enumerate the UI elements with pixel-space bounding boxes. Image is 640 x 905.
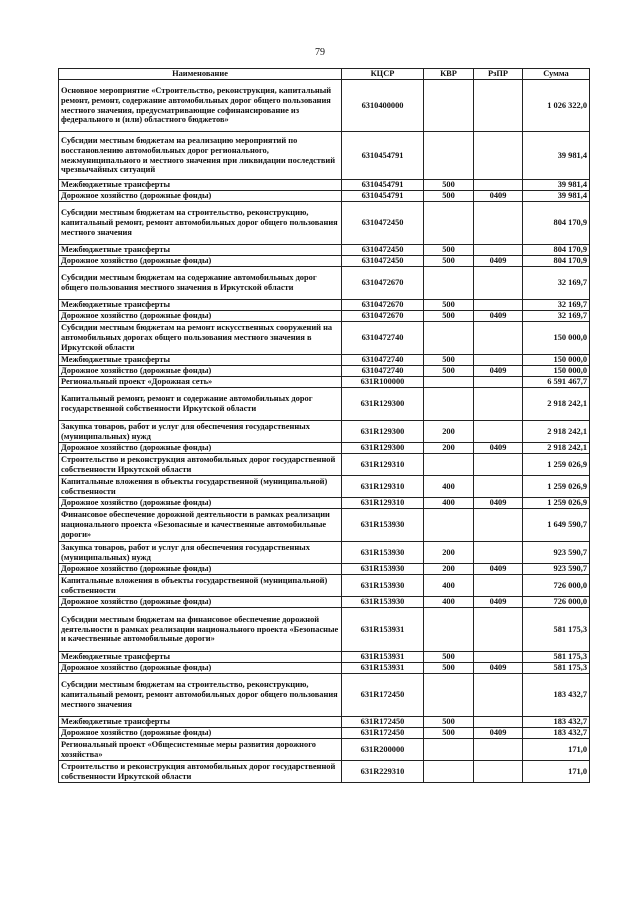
cell-rzpr: [474, 542, 523, 564]
cell-name: Межбюджетные трансферты: [59, 245, 342, 256]
cell-sum: 804 170,9: [523, 256, 590, 267]
cell-rzpr: 0409: [474, 311, 523, 322]
cell-sum: 171,0: [523, 739, 590, 761]
cell-sum: 923 590,7: [523, 542, 590, 564]
cell-sum: 39 981,4: [523, 180, 590, 191]
cell-rzpr: [474, 575, 523, 597]
cell-rzpr: [474, 739, 523, 761]
cell-kvr: 200: [424, 564, 474, 575]
cell-kcsr: 6310472670: [342, 267, 424, 300]
cell-kvr: 500: [424, 300, 474, 311]
cell-name: Дорожное хозяйство (дорожные фонды): [59, 256, 342, 267]
cell-name: Основное мероприятие «Строительство, реконструкция, капитальный ремонт, ремонт, содержание автомобильных дорог общего пользования местного значения, предусматривающие софинансирование из федерального и (или) областного бюджетов»: [59, 80, 342, 132]
table-row: [59, 245, 590, 256]
cell-rzpr: 0409: [474, 256, 523, 267]
cell-name: Региональный проект «Общесистемные меры развития дорожного хозяйства»: [59, 739, 342, 761]
cell-rzpr: [474, 180, 523, 191]
table-row: [59, 80, 590, 132]
cell-sum: 32 169,7: [523, 311, 590, 322]
cell-kcsr: 6310472450: [342, 202, 424, 245]
cell-name: Капитальный ремонт, ремонт и содержание автомобильных дорог государственной собственности Иркутской области: [59, 388, 342, 421]
cell-name: Строительство и реконструкция автомобильных дорог государственной собственности Иркутской области: [59, 454, 342, 476]
table-row: [59, 739, 590, 761]
cell-name: Межбюджетные трансферты: [59, 717, 342, 728]
cell-kcsr: 631R129310: [342, 498, 424, 509]
cell-rzpr: 0409: [474, 366, 523, 377]
table-row: [59, 311, 590, 322]
cell-name: Субсидии местным бюджетам на финансовое обеспечение дорожной деятельности в рамках реализации национального проекта «Безопасные и качественные автомобильные дороги»: [59, 608, 342, 652]
cell-rzpr: [474, 761, 523, 783]
table-row: [59, 663, 590, 674]
cell-kvr: 200: [424, 421, 474, 443]
cell-name: Субсидии местным бюджетам на строительство, реконструкцию, капитальный ремонт, ремонт автомобильных дорог общего пользования местного значения: [59, 202, 342, 245]
cell-rzpr: 0409: [474, 564, 523, 575]
cell-kcsr: 6310400000: [342, 80, 424, 132]
table-row: [59, 267, 590, 300]
table-row: [59, 355, 590, 366]
cell-sum: 804 170,9: [523, 202, 590, 245]
cell-name: Дорожное хозяйство (дорожные фонды): [59, 728, 342, 739]
cell-rzpr: [474, 267, 523, 300]
cell-kvr: 500: [424, 717, 474, 728]
cell-kvr: [424, 377, 474, 388]
cell-name: Межбюджетные трансферты: [59, 355, 342, 366]
cell-kcsr: 631R153931: [342, 663, 424, 674]
cell-kvr: 400: [424, 498, 474, 509]
table-row: [59, 597, 590, 608]
cell-name: Дорожное хозяйство (дорожные фонды): [59, 443, 342, 454]
cell-rzpr: [474, 476, 523, 498]
cell-sum: 726 000,0: [523, 597, 590, 608]
cell-kvr: 500: [424, 728, 474, 739]
cell-name: Межбюджетные трансферты: [59, 652, 342, 663]
table-row: [59, 509, 590, 542]
cell-kvr: 500: [424, 663, 474, 674]
cell-name: Финансовое обеспечение дорожной деятельности в рамках реализации национального проекта «Безопасные и качественные автомобильные дороги»: [59, 509, 342, 542]
cell-kvr: [424, 674, 474, 717]
cell-sum: 581 175,3: [523, 608, 590, 652]
cell-sum: 1 259 026,9: [523, 498, 590, 509]
cell-sum: 1 649 590,7: [523, 509, 590, 542]
cell-kcsr: 631R153930: [342, 597, 424, 608]
cell-sum: 183 432,7: [523, 717, 590, 728]
cell-rzpr: [474, 674, 523, 717]
cell-kcsr: 6310472740: [342, 366, 424, 377]
cell-kvr: [424, 608, 474, 652]
cell-kvr: 400: [424, 575, 474, 597]
cell-name: Дорожное хозяйство (дорожные фонды): [59, 564, 342, 575]
cell-sum: 32 169,7: [523, 267, 590, 300]
cell-rzpr: 0409: [474, 663, 523, 674]
cell-kcsr: 631R229310: [342, 761, 424, 783]
cell-kcsr: 6310472450: [342, 245, 424, 256]
cell-kvr: [424, 267, 474, 300]
cell-name: Субсидии местным бюджетам на содержание автомобильных дорог общего пользования местного значения в Иркутской области: [59, 267, 342, 300]
cell-kcsr: 631R129310: [342, 476, 424, 498]
cell-rzpr: [474, 717, 523, 728]
table-row: [59, 300, 590, 311]
cell-kcsr: 631R153930: [342, 564, 424, 575]
table-row: [59, 608, 590, 652]
cell-kvr: 500: [424, 311, 474, 322]
cell-name: Дорожное хозяйство (дорожные фонды): [59, 366, 342, 377]
cell-rzpr: [474, 652, 523, 663]
cell-kcsr: 6310454791: [342, 132, 424, 180]
cell-name: Субсидии местным бюджетам на строительство, реконструкцию, капитальный ремонт, ремонт автомобильных дорог общего пользования местного значения: [59, 674, 342, 717]
table-row: [59, 132, 590, 180]
cell-kcsr: 631R153930: [342, 542, 424, 564]
cell-sum: 923 590,7: [523, 564, 590, 575]
cell-rzpr: [474, 202, 523, 245]
cell-kcsr: 6310472740: [342, 355, 424, 366]
cell-kcsr: 6310472670: [342, 300, 424, 311]
cell-name: Субсидии местным бюджетам на ремонт искусственных сооружений на автомобильных дорогах общего пользования местного значения в Иркутской области: [59, 322, 342, 355]
cell-kcsr: 631R200000: [342, 739, 424, 761]
cell-name: Дорожное хозяйство (дорожные фонды): [59, 311, 342, 322]
cell-sum: 581 175,3: [523, 652, 590, 663]
cell-kvr: 500: [424, 245, 474, 256]
table-row: [59, 717, 590, 728]
cell-kcsr: 6310472450: [342, 256, 424, 267]
cell-name: Дорожное хозяйство (дорожные фонды): [59, 663, 342, 674]
cell-sum: 32 169,7: [523, 300, 590, 311]
table-row: [59, 322, 590, 355]
cell-kcsr: 6310472740: [342, 322, 424, 355]
cell-name: Закупка товаров, работ и услуг для обеспечения государственных (муниципальных) нужд: [59, 421, 342, 443]
cell-kcsr: 631R172450: [342, 717, 424, 728]
cell-kvr: 500: [424, 355, 474, 366]
table-row: [59, 564, 590, 575]
page-number: 79: [315, 47, 325, 58]
cell-kcsr: 631R100000: [342, 377, 424, 388]
cell-kcsr: 631R129300: [342, 421, 424, 443]
cell-sum: 150 000,0: [523, 366, 590, 377]
table-body: [59, 80, 590, 783]
cell-kcsr: 6310454791: [342, 191, 424, 202]
cell-kvr: 500: [424, 652, 474, 663]
cell-rzpr: 0409: [474, 443, 523, 454]
cell-sum: 804 170,9: [523, 245, 590, 256]
cell-name: Капитальные вложения в объекты государственной (муниципальной) собственности: [59, 575, 342, 597]
cell-name: Межбюджетные трансферты: [59, 180, 342, 191]
cell-kcsr: 631R153930: [342, 575, 424, 597]
cell-kcsr: 631R153931: [342, 608, 424, 652]
cell-sum: 726 000,0: [523, 575, 590, 597]
cell-kvr: [424, 739, 474, 761]
cell-rzpr: 0409: [474, 728, 523, 739]
table-row: [59, 454, 590, 476]
table-row: [59, 575, 590, 597]
cell-kcsr: 631R153930: [342, 509, 424, 542]
table-row: [59, 377, 590, 388]
table-row: [59, 180, 590, 191]
table-row: [59, 388, 590, 421]
cell-kcsr: 631R129300: [342, 388, 424, 421]
cell-rzpr: 0409: [474, 498, 523, 509]
cell-kvr: [424, 322, 474, 355]
cell-sum: 2 918 242,1: [523, 421, 590, 443]
header-kcsr: КЦСР: [342, 69, 424, 80]
cell-kvr: [424, 761, 474, 783]
cell-kvr: 200: [424, 542, 474, 564]
cell-kvr: [424, 509, 474, 542]
cell-name: Межбюджетные трансферты: [59, 300, 342, 311]
table-row: [59, 256, 590, 267]
cell-name: Строительство и реконструкция автомобильных дорог государственной собственности Иркутской области: [59, 761, 342, 783]
cell-sum: 1 259 026,9: [523, 454, 590, 476]
cell-rzpr: [474, 300, 523, 311]
cell-kvr: 500: [424, 366, 474, 377]
cell-sum: 183 432,7: [523, 728, 590, 739]
cell-name: Дорожное хозяйство (дорожные фонды): [59, 498, 342, 509]
cell-kcsr: 631R129310: [342, 454, 424, 476]
table-row: [59, 652, 590, 663]
cell-kvr: 500: [424, 180, 474, 191]
cell-name: Субсидии местным бюджетам на реализацию мероприятий по восстановлению автомобильных дорог регионального, межмуниципального и местного значения при ликвидации последствий чрезвычайных ситуаций: [59, 132, 342, 180]
cell-rzpr: [474, 80, 523, 132]
cell-sum: 6 591 467,7: [523, 377, 590, 388]
cell-sum: 581 175,3: [523, 663, 590, 674]
cell-kvr: [424, 202, 474, 245]
cell-kvr: 500: [424, 256, 474, 267]
cell-name: Дорожное хозяйство (дорожные фонды): [59, 597, 342, 608]
cell-sum: 183 432,7: [523, 674, 590, 717]
cell-rzpr: 0409: [474, 191, 523, 202]
cell-kcsr: 631R153931: [342, 652, 424, 663]
cell-sum: 2 918 242,1: [523, 388, 590, 421]
cell-kvr: [424, 132, 474, 180]
header-rzpr: РзПР: [474, 69, 523, 80]
cell-kcsr: 631R172450: [342, 674, 424, 717]
header-kvr: КВР: [424, 69, 474, 80]
cell-name: Дорожное хозяйство (дорожные фонды): [59, 191, 342, 202]
budget-table: [58, 68, 590, 783]
cell-sum: 171,0: [523, 761, 590, 783]
cell-kvr: [424, 454, 474, 476]
table-row: [59, 761, 590, 783]
header-sum: Сумма: [523, 69, 590, 80]
cell-rzpr: 0409: [474, 597, 523, 608]
cell-sum: 150 000,0: [523, 355, 590, 366]
table-row: [59, 728, 590, 739]
cell-sum: 150 000,0: [523, 322, 590, 355]
cell-kcsr: 6310472670: [342, 311, 424, 322]
cell-rzpr: [474, 388, 523, 421]
cell-sum: 2 918 242,1: [523, 443, 590, 454]
cell-name: Закупка товаров, работ и услуг для обеспечения государственных (муниципальных) нужд: [59, 542, 342, 564]
table-row: [59, 498, 590, 509]
table-row: [59, 202, 590, 245]
cell-kvr: 400: [424, 476, 474, 498]
cell-rzpr: [474, 454, 523, 476]
cell-kcsr: 631R129300: [342, 443, 424, 454]
table-row: [59, 443, 590, 454]
cell-rzpr: [474, 322, 523, 355]
cell-rzpr: [474, 355, 523, 366]
cell-sum: 39 981,4: [523, 132, 590, 180]
cell-sum: 1 026 322,0: [523, 80, 590, 132]
table-row: [59, 542, 590, 564]
table-row: [59, 421, 590, 443]
cell-sum: 1 259 026,9: [523, 476, 590, 498]
cell-rzpr: [474, 421, 523, 443]
table-row: [59, 191, 590, 202]
cell-kvr: [424, 388, 474, 421]
cell-rzpr: [474, 132, 523, 180]
cell-kvr: 500: [424, 191, 474, 202]
cell-rzpr: [474, 509, 523, 542]
header-name: Наименование: [59, 69, 342, 80]
cell-rzpr: [474, 377, 523, 388]
cell-kvr: 200: [424, 443, 474, 454]
table-row: [59, 674, 590, 717]
cell-rzpr: [474, 245, 523, 256]
cell-name: Капитальные вложения в объекты государственной (муниципальной) собственности: [59, 476, 342, 498]
table-header: [59, 69, 590, 80]
table-row: [59, 366, 590, 377]
cell-sum: 39 981,4: [523, 191, 590, 202]
cell-kcsr: 631R172450: [342, 728, 424, 739]
table-row: [59, 476, 590, 498]
cell-rzpr: [474, 608, 523, 652]
cell-kcsr: 6310454791: [342, 180, 424, 191]
cell-kvr: [424, 80, 474, 132]
cell-kvr: 400: [424, 597, 474, 608]
cell-name: Региональный проект «Дорожная сеть»: [59, 377, 342, 388]
